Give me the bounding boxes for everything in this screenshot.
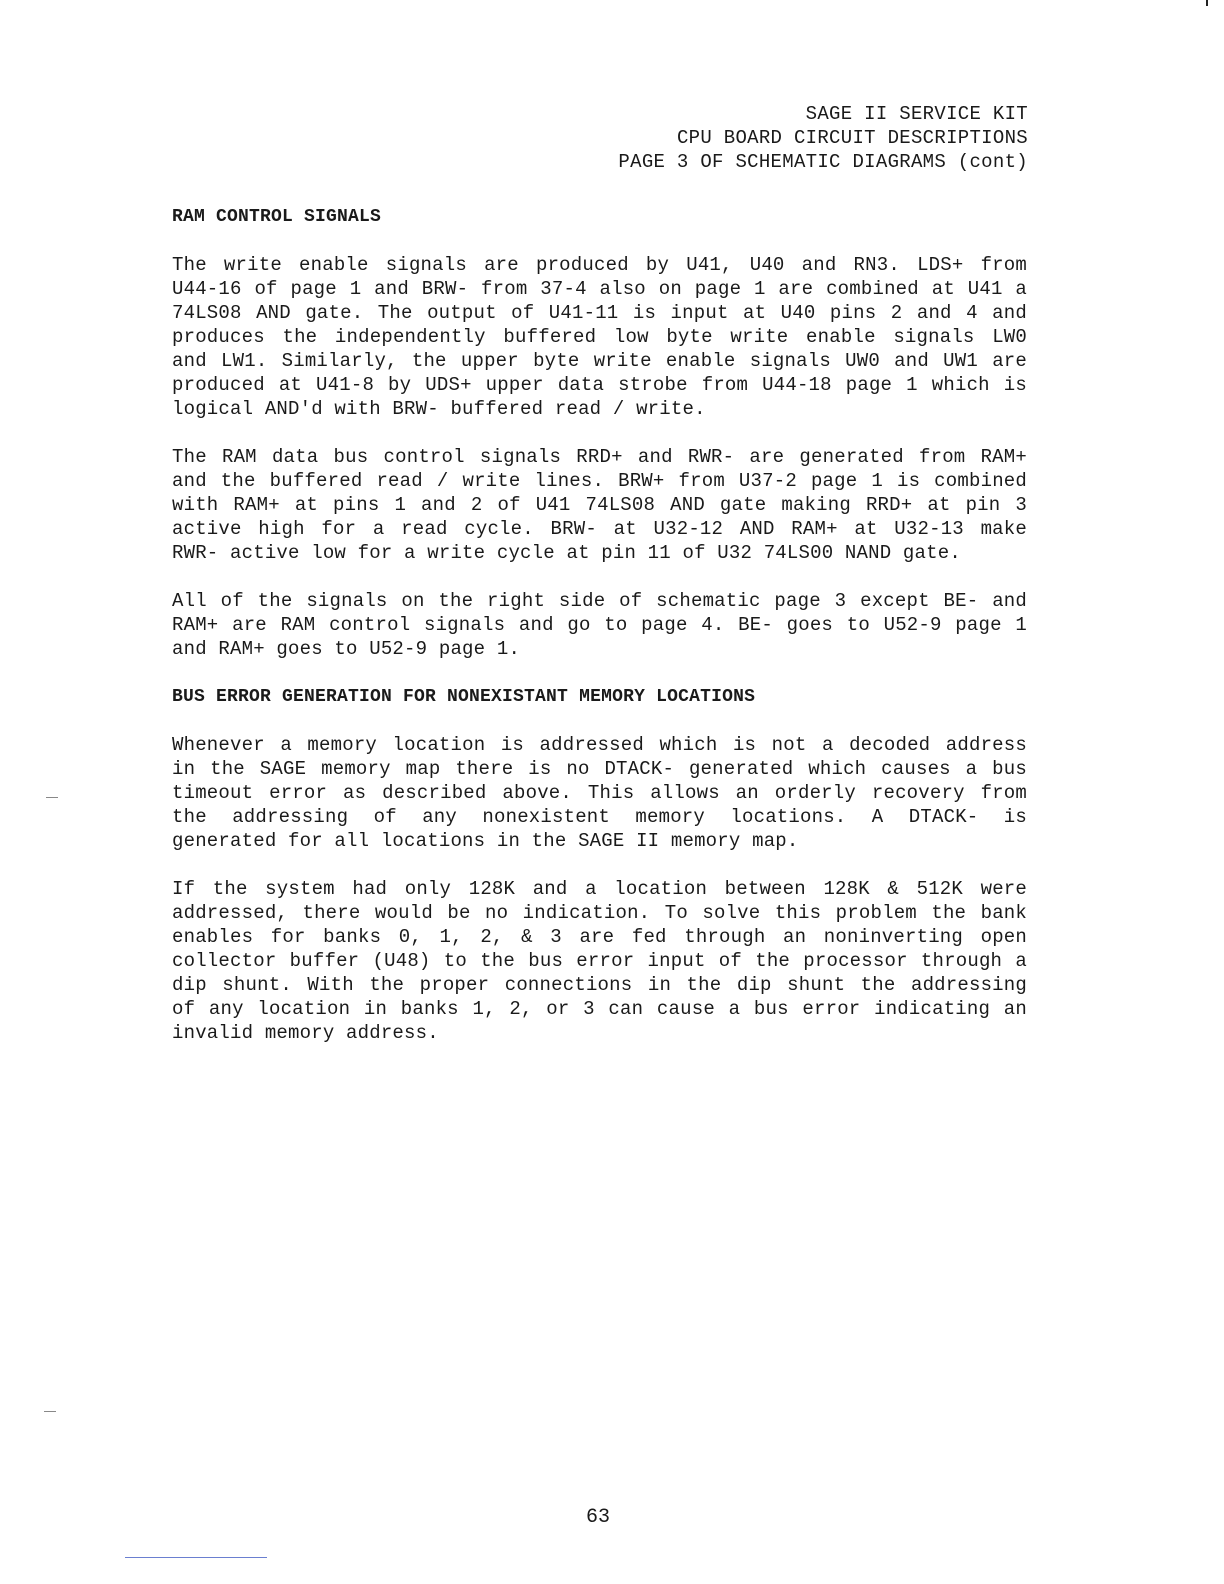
text-line: active high for a read cycle. BRW- at U32-12 AND RAM+ at U32-13 make bbox=[172, 518, 1027, 540]
text-line: produces the independently buffered low byte write enable signals LW0 bbox=[172, 326, 1027, 348]
text-line: with RAM+ at pins 1 and 2 of U41 74LS08 AND gate making RRD+ at pin 3 bbox=[172, 494, 1027, 516]
text-line: the addressing of any nonexistent memory locations. A DTACK- is bbox=[172, 806, 1027, 828]
text-line: 74LS08 AND gate. The output of U41-11 is input at U40 pins 2 and 4 and bbox=[172, 302, 1027, 324]
text-line: Whenever a memory location is addressed which is not a decoded address bbox=[172, 734, 1027, 756]
section-heading-ram-control: RAM CONTROL SIGNALS bbox=[172, 207, 382, 227]
document-header bbox=[618, 102, 1028, 174]
text-line: All of the signals on the right side of schematic page 3 except BE- and bbox=[172, 590, 1027, 612]
text-line: dip shunt. With the proper connections in the dip shunt the addressing bbox=[172, 974, 1027, 996]
paragraph-dtack-timeout bbox=[172, 733, 1027, 853]
footer-rule bbox=[125, 1557, 267, 1558]
text-line: timeout error as described above. This allows an orderly recovery from bbox=[172, 782, 1027, 804]
text-line: generated for all locations in the SAGE II memory map. bbox=[172, 830, 799, 852]
text-line: invalid memory address. bbox=[172, 1022, 439, 1044]
text-line: and the buffered read / write lines. BRW+ from U37-2 page 1 is combined bbox=[172, 470, 1027, 492]
text-line: RAM+ are RAM control signals and go to page 4. BE- goes to U52-9 page 1 bbox=[172, 614, 1027, 636]
text-line: RWR- active low for a write cycle at pin 11 of U32 74LS00 NAND gate. bbox=[172, 542, 961, 564]
paragraph-write-enable bbox=[172, 253, 1027, 421]
text-line: The write enable signals are produced by U41, U40 and RN3. LDS+ from bbox=[172, 254, 1027, 276]
text-line: produced at U41-8 by UDS+ upper data strobe from U44-18 page 1 which is bbox=[172, 374, 1027, 396]
text-line: addressed, there would be no indication. To solve this problem the bank bbox=[172, 902, 1027, 924]
scan-mark bbox=[46, 797, 58, 798]
text-line: logical AND'd with BRW- buffered read / write. bbox=[172, 398, 706, 420]
scan-mark bbox=[44, 1411, 56, 1412]
text-line: in the SAGE memory map there is no DTACK- generated which causes a bus bbox=[172, 758, 1027, 780]
paragraph-bank-enables bbox=[172, 877, 1027, 1045]
text-line: If the system had only 128K and a location between 128K & 512K were bbox=[172, 878, 1027, 900]
text-line: U44-16 of page 1 and BRW- from 37-4 also on page 1 are combined at U41 a bbox=[172, 278, 1027, 300]
text-line: and RAM+ goes to U52-9 page 1. bbox=[172, 638, 521, 660]
header-section-title: CPU BOARD CIRCUIT DESCRIPTIONS bbox=[676, 127, 1028, 149]
section-heading-bus-error: BUS ERROR GENERATION FOR NONEXISTANT MEMORY LOCATIONS bbox=[172, 687, 756, 707]
text-line: of any location in banks 1, 2, or 3 can cause a bus error indicating an bbox=[172, 998, 1027, 1020]
text-line: collector buffer (U48) to the bus error input of the processor through a bbox=[172, 950, 1027, 972]
header-page-ref: PAGE 3 OF SCHEMATIC DIAGRAMS (cont) bbox=[618, 151, 1028, 173]
text-line: and LW1. Similarly, the upper byte write enable signals UW0 and UW1 are bbox=[172, 350, 1027, 372]
text-line: The RAM data bus control signals RRD+ and RWR- are generated from RAM+ bbox=[172, 446, 1027, 468]
paragraph-right-side-signals bbox=[172, 589, 1027, 661]
page-number: 63 bbox=[586, 1506, 611, 1529]
document-body bbox=[172, 205, 1027, 1069]
header-kit-title: SAGE II SERVICE KIT bbox=[805, 103, 1028, 125]
paragraph-data-bus-control bbox=[172, 445, 1027, 565]
text-line: enables for banks 0, 1, 2, & 3 are fed through an noninverting open bbox=[172, 926, 1027, 948]
scan-mark bbox=[1206, 0, 1208, 6]
